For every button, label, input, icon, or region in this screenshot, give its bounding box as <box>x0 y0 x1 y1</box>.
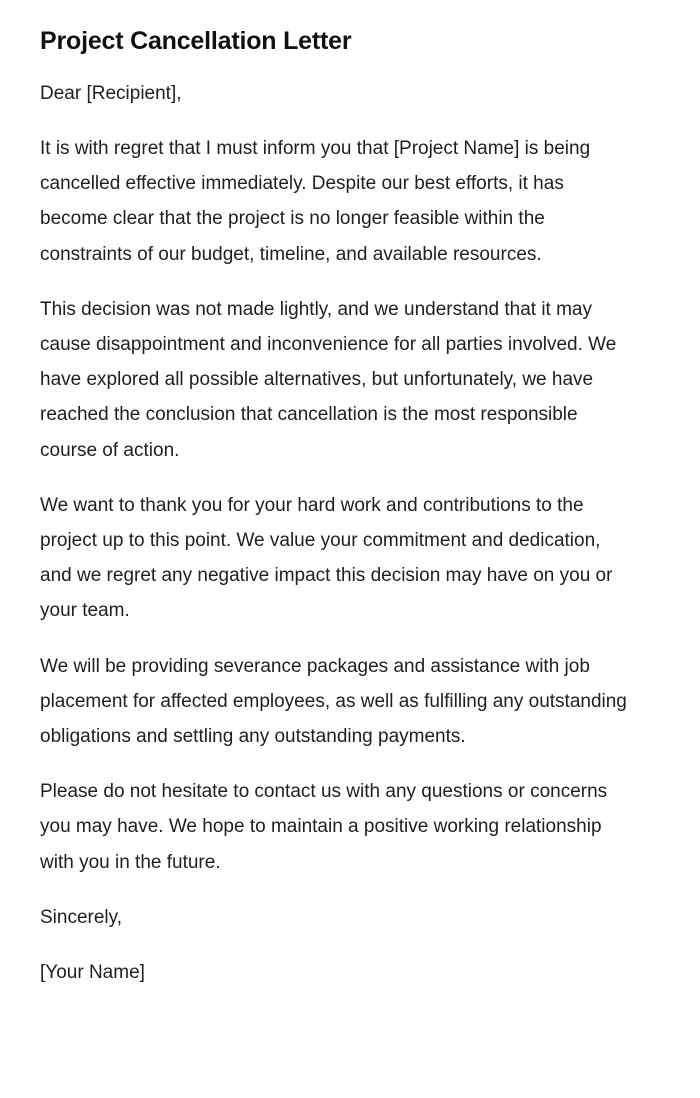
letter-paragraph: We will be providing severance packages and assistance with job placement for affected employees, as well as fulfilling any outstanding obligations and settling any outstanding payments. <box>40 655 627 748</box>
letter-paragraph: It is with regret that I must inform you that [Project Name] is being cancelled effective immediately. Despite our best efforts, it has become clear that the project is no longer feasible within the constraints of our budget, timeline, and available resources. <box>40 138 591 265</box>
letter-title: Project Cancellation Letter <box>40 27 352 55</box>
letter-closing: Sincerely, <box>40 906 123 928</box>
letter-signature: [Your Name] <box>40 961 145 983</box>
letter-paragraph: Please do not hesitate to contact us with any questions or concerns you may have. We hope to maintain a positive working relationship with you in the future. <box>40 781 608 873</box>
letter-salutation: Dear [Recipient], <box>40 83 182 104</box>
letter-paragraph: We want to thank you for your hard work and contributions to the project up to this point. We value your commitment and dedication, and we regret any negative impact this decision may have on you or your team. <box>40 494 613 622</box>
letter-paragraph: This decision was not made lightly, and we understand that it may cause disappointment and inconvenience for all parties involved. We have explored all possible alternatives, but unfortunately, we have reached the conclusion that cancellation is the most responsible course of action. <box>40 298 617 461</box>
